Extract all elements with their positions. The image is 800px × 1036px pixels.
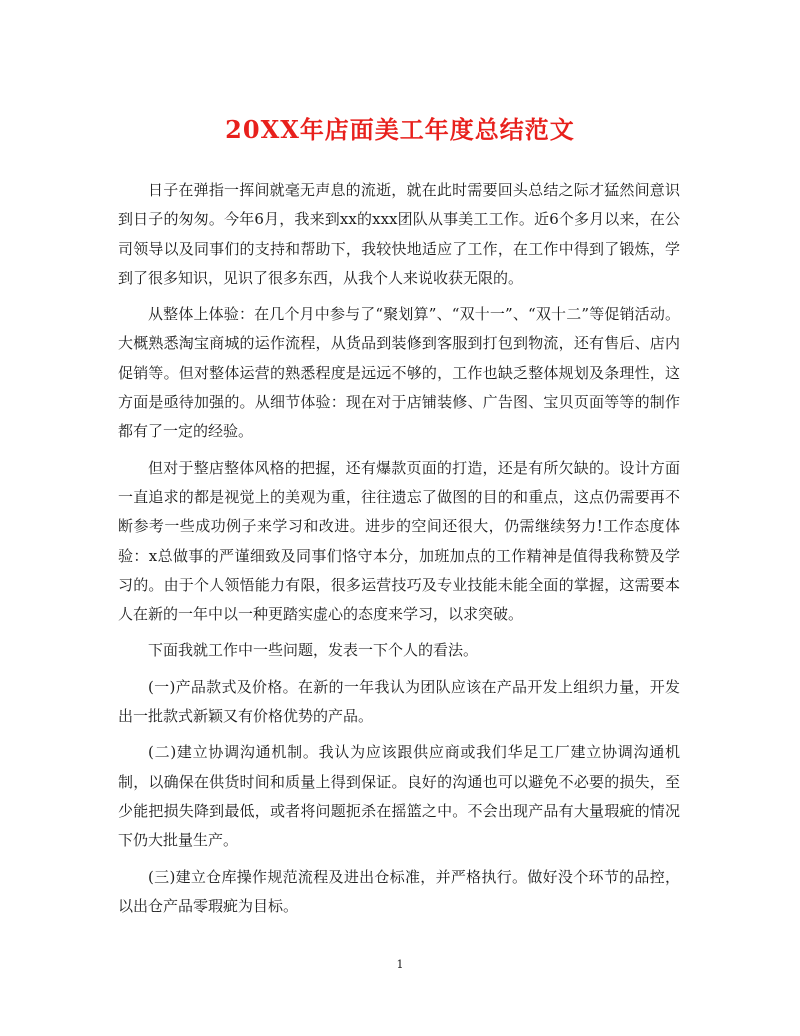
paragraph-intro: 日子在弹指一挥间就毫无声息的流逝，就在此时需要回头总结之际才猛然间意识到日子的匆匆。今年6月，我来到xx的xxx团队从事美工工作。近6个多月以来，在公司领导以及同事们的支持和帮助下，我较快地适应了工作，在工作中得到了锻炼，学到了很多知识，见识了很多东西，从我个人来说收获无限的。	[118, 181, 680, 287]
document-title: 20XX年店面美工年度总结范文	[225, 115, 575, 144]
paragraph-overall-experience: 从整体上体验：在几个月中参与了“聚划算”、“双十一”、“双十二”等促销活动。大概熟悉淘宝商城的运作流程，从货品到装修到客服到打包到物流，还有售后、店内促销等。但对整体运营的熟悉程度是远远不够的，工作也缺乏整体规划及条理性，这方面是亟待加强的。从细节体验：现在对于店铺装修、广告图、宝贝页面等等的制作都有了一定的经验。	[118, 305, 680, 441]
paragraph-style-and-attitude: 但对于整店整体风格的把握，还有爆款页面的打造，还是有所欠缺的。设计方面一直追求的都是视觉上的美观为重，往往遗忘了做图的目的和重点，这点仍需要再不断参考一些成功例子来学习和改进。进步的空间还很大，仍需继续努力!工作态度体验：x总做事的严谨细致及同事们恪守本分，加班加点的工作精神是值得我称赞及学习的。由于个人领悟能力有限，很多运营技巧及专业技能未能全面的掌握，这需要本人在新的一年中以一种更踏实虚心的态度来学习，以求突破。	[118, 458, 680, 624]
paragraph-item-1: (一)产品款式及价格。在新的一年我认为团队应该在产品开发上组织力量，开发出一批款式新颖又有价格优势的产品。	[118, 677, 680, 726]
paragraph-issues-intro: 下面我就工作中一些问题，发表一下个人的看法。	[148, 641, 479, 660]
document-body	[118, 176, 680, 921]
paragraph-item-2: (二)建立协调沟通机制。我认为应该跟供应商或我们华足工厂建立协调沟通机制，以确保在供货时间和质量上得到保证。良好的沟通也可以避免不必要的损失，至少能把损失降到最低，或者将问题扼杀在摇篮之中。不会出现产品有大量瑕疵的情况下仍大批量生产。	[118, 743, 680, 850]
paragraph-item-3: (三)建立仓库操作规范流程及进出仓标准，并严格执行。做好没个环节的品控，以出仓产品零瑕疵为目标。	[118, 867, 680, 915]
page-number: 1	[396, 958, 404, 971]
